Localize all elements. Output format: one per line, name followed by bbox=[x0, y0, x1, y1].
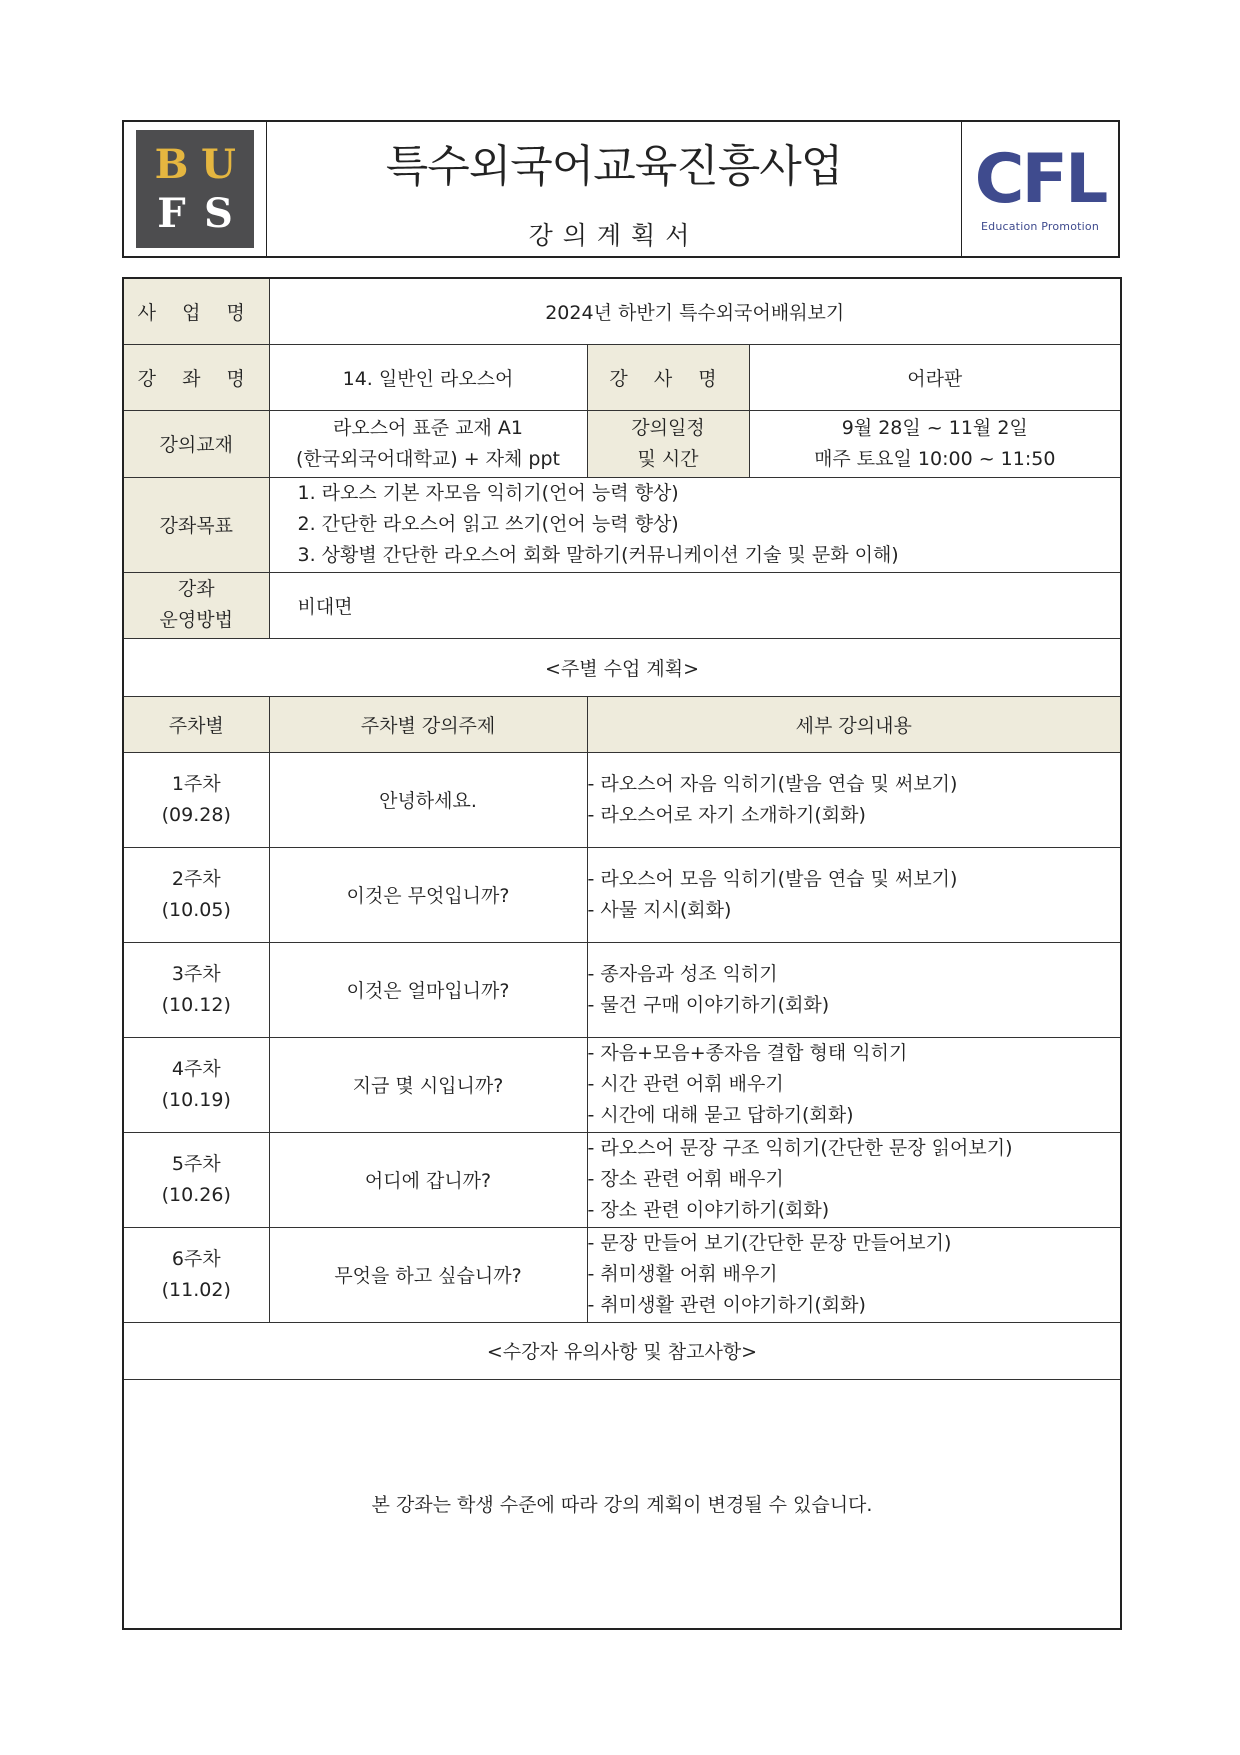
week-cell bbox=[123, 752, 269, 847]
schedule-value bbox=[749, 410, 1121, 477]
table-row bbox=[123, 752, 1121, 847]
detail-item: - 라오스어 모음 익히기(발음 연습 및 써보기) bbox=[587, 867, 958, 890]
week-topic: 어디에 갑니까? bbox=[269, 1132, 587, 1227]
week-column-header: 주차별 bbox=[123, 696, 269, 752]
topic-column-header: 주차별 강의주제 bbox=[269, 696, 587, 752]
week-number: 6주차 bbox=[171, 1247, 221, 1270]
detail-item: - 종자음과 성조 익히기 bbox=[587, 962, 778, 985]
project-value: 2024년 하반기 특수외국어배워보기 bbox=[269, 278, 1121, 344]
project-row bbox=[123, 278, 1121, 344]
table-row bbox=[123, 847, 1121, 942]
course-label: 강 좌 명 bbox=[123, 344, 269, 410]
project-label: 사 업 명 bbox=[123, 278, 269, 344]
notes-section-title: <수강자 유의사항 및 참고사항> bbox=[123, 1322, 1121, 1379]
course-row bbox=[123, 344, 1121, 410]
detail-item: - 라오스어 자음 익히기(발음 연습 및 써보기) bbox=[587, 772, 958, 795]
week-date: (11.02) bbox=[161, 1278, 231, 1301]
detail-item: - 장소 관련 이야기하기(회화) bbox=[587, 1199, 830, 1221]
detail-item: - 취미생활 관련 이야기하기(회화) bbox=[587, 1294, 866, 1316]
week-topic: 무엇을 하고 싶습니까? bbox=[269, 1227, 587, 1322]
detail-item: - 라오스어 문장 구조 익히기(간단한 문장 읽어보기) bbox=[587, 1137, 1013, 1159]
cfl-logo-tagline: Education Promotion bbox=[980, 219, 1100, 233]
week-details bbox=[587, 942, 1121, 1037]
detail-item: - 자음+모음+종자음 결합 형태 익히기 bbox=[587, 1042, 908, 1064]
method-label bbox=[123, 572, 269, 638]
bufs-letter: F bbox=[157, 189, 186, 237]
week-details bbox=[587, 752, 1121, 847]
course-value: 14. 일반인 라오스어 bbox=[269, 344, 587, 410]
method-row bbox=[123, 572, 1121, 638]
weekly-header-row bbox=[123, 696, 1121, 752]
week-topic: 이것은 무엇입니까? bbox=[269, 847, 587, 942]
instructor-label: 강 사 명 bbox=[587, 344, 749, 410]
course-plan-table bbox=[122, 277, 1122, 1630]
method-label-line: 운영방법 bbox=[159, 609, 233, 631]
weekly-section-title: <주별 수업 계획> bbox=[123, 638, 1121, 696]
week-details bbox=[587, 1037, 1121, 1132]
document-subtitle: 강의계획서 bbox=[528, 221, 700, 250]
detail-item: - 장소 관련 어휘 배우기 bbox=[587, 1168, 784, 1190]
bufs-logo bbox=[124, 122, 267, 256]
goals-list bbox=[269, 477, 1121, 572]
week-date: (09.28) bbox=[161, 803, 231, 826]
week-details bbox=[587, 1227, 1121, 1322]
bufs-letter: U bbox=[201, 140, 236, 188]
goals-row bbox=[123, 477, 1121, 572]
detail-item: - 물건 구매 이야기하기(회화) bbox=[587, 993, 830, 1016]
week-date: (10.12) bbox=[161, 993, 231, 1016]
week-cell bbox=[123, 1037, 269, 1132]
detail-item: - 문장 만들어 보기(간단한 문장 만들어보기) bbox=[587, 1232, 952, 1254]
notes-section-row bbox=[123, 1322, 1121, 1379]
goal-item: 3. 상황별 간단한 라오스어 회화 말하기(커뮤니케이션 기술 및 문화 이해) bbox=[297, 544, 899, 566]
week-cell bbox=[123, 942, 269, 1037]
method-label-line: 강좌 bbox=[177, 578, 215, 600]
week-date: (10.05) bbox=[161, 898, 231, 921]
textbook-line: (한국외국어대학교) + 자체 ppt bbox=[296, 447, 560, 470]
schedule-label bbox=[587, 410, 749, 477]
notes-text: 본 강좌는 학생 수준에 따라 강의 계획이 변경될 수 있습니다. bbox=[123, 1379, 1121, 1629]
schedule-label-line: 및 시간 bbox=[637, 447, 699, 470]
goal-item: 2. 간단한 라오스어 읽고 쓰기(언어 능력 향상) bbox=[297, 513, 679, 535]
week-number: 5주차 bbox=[171, 1152, 221, 1175]
bufs-logo-mark bbox=[136, 130, 254, 248]
week-date: (10.26) bbox=[161, 1183, 231, 1206]
week-number: 1주차 bbox=[171, 772, 221, 795]
schedule-line: 9월 28일 ~ 11월 2일 bbox=[841, 416, 1028, 439]
week-topic: 안녕하세요. bbox=[269, 752, 587, 847]
week-number: 3주차 bbox=[171, 962, 221, 985]
detail-item: - 사물 지시(회화) bbox=[587, 898, 732, 921]
table-row bbox=[123, 1037, 1121, 1132]
table-row bbox=[123, 942, 1121, 1037]
goals-label: 강좌목표 bbox=[123, 477, 269, 572]
detail-item: - 시간에 대해 묻고 답하기(회화) bbox=[587, 1104, 854, 1126]
schedule-label-line: 강의일정 bbox=[631, 416, 705, 439]
table-row bbox=[123, 1132, 1121, 1227]
cfl-logo-mark: CFL bbox=[974, 139, 1106, 219]
instructor-value: 어라판 bbox=[749, 344, 1121, 410]
notes-row bbox=[123, 1379, 1121, 1629]
week-details bbox=[587, 1132, 1121, 1227]
details-column-header: 세부 강의내용 bbox=[587, 696, 1121, 752]
week-cell bbox=[123, 847, 269, 942]
detail-item: - 취미생활 어휘 배우기 bbox=[587, 1263, 778, 1285]
week-cell bbox=[123, 1227, 269, 1322]
week-date: (10.19) bbox=[161, 1088, 231, 1111]
document-title: 특수외국어교육진흥사업 bbox=[385, 141, 843, 192]
week-number: 2주차 bbox=[171, 867, 221, 890]
goal-item: 1. 라오스 기본 자모음 익히기(언어 능력 향상) bbox=[297, 482, 679, 504]
textbook-row bbox=[123, 410, 1121, 477]
week-topic: 지금 몇 시입니까? bbox=[269, 1037, 587, 1132]
week-details bbox=[587, 847, 1121, 942]
week-topic: 이것은 얼마입니까? bbox=[269, 942, 587, 1037]
weekly-section-row bbox=[123, 638, 1121, 696]
method-value: 비대면 bbox=[269, 572, 1121, 638]
textbook-value bbox=[269, 410, 587, 477]
cfl-logo bbox=[961, 122, 1118, 256]
bufs-letter: B bbox=[154, 140, 189, 188]
week-cell bbox=[123, 1132, 269, 1227]
table-row bbox=[123, 1227, 1121, 1322]
document-header bbox=[122, 120, 1120, 258]
textbook-label: 강의교재 bbox=[123, 410, 269, 477]
schedule-line: 매주 토요일 10:00 ~ 11:50 bbox=[814, 447, 1056, 470]
detail-item: - 라오스어로 자기 소개하기(회화) bbox=[587, 803, 866, 826]
bufs-letter: S bbox=[204, 189, 233, 237]
detail-item: - 시간 관련 어휘 배우기 bbox=[587, 1073, 784, 1095]
week-number: 4주차 bbox=[171, 1057, 221, 1080]
textbook-line: 라오스어 표준 교재 A1 bbox=[332, 416, 524, 439]
